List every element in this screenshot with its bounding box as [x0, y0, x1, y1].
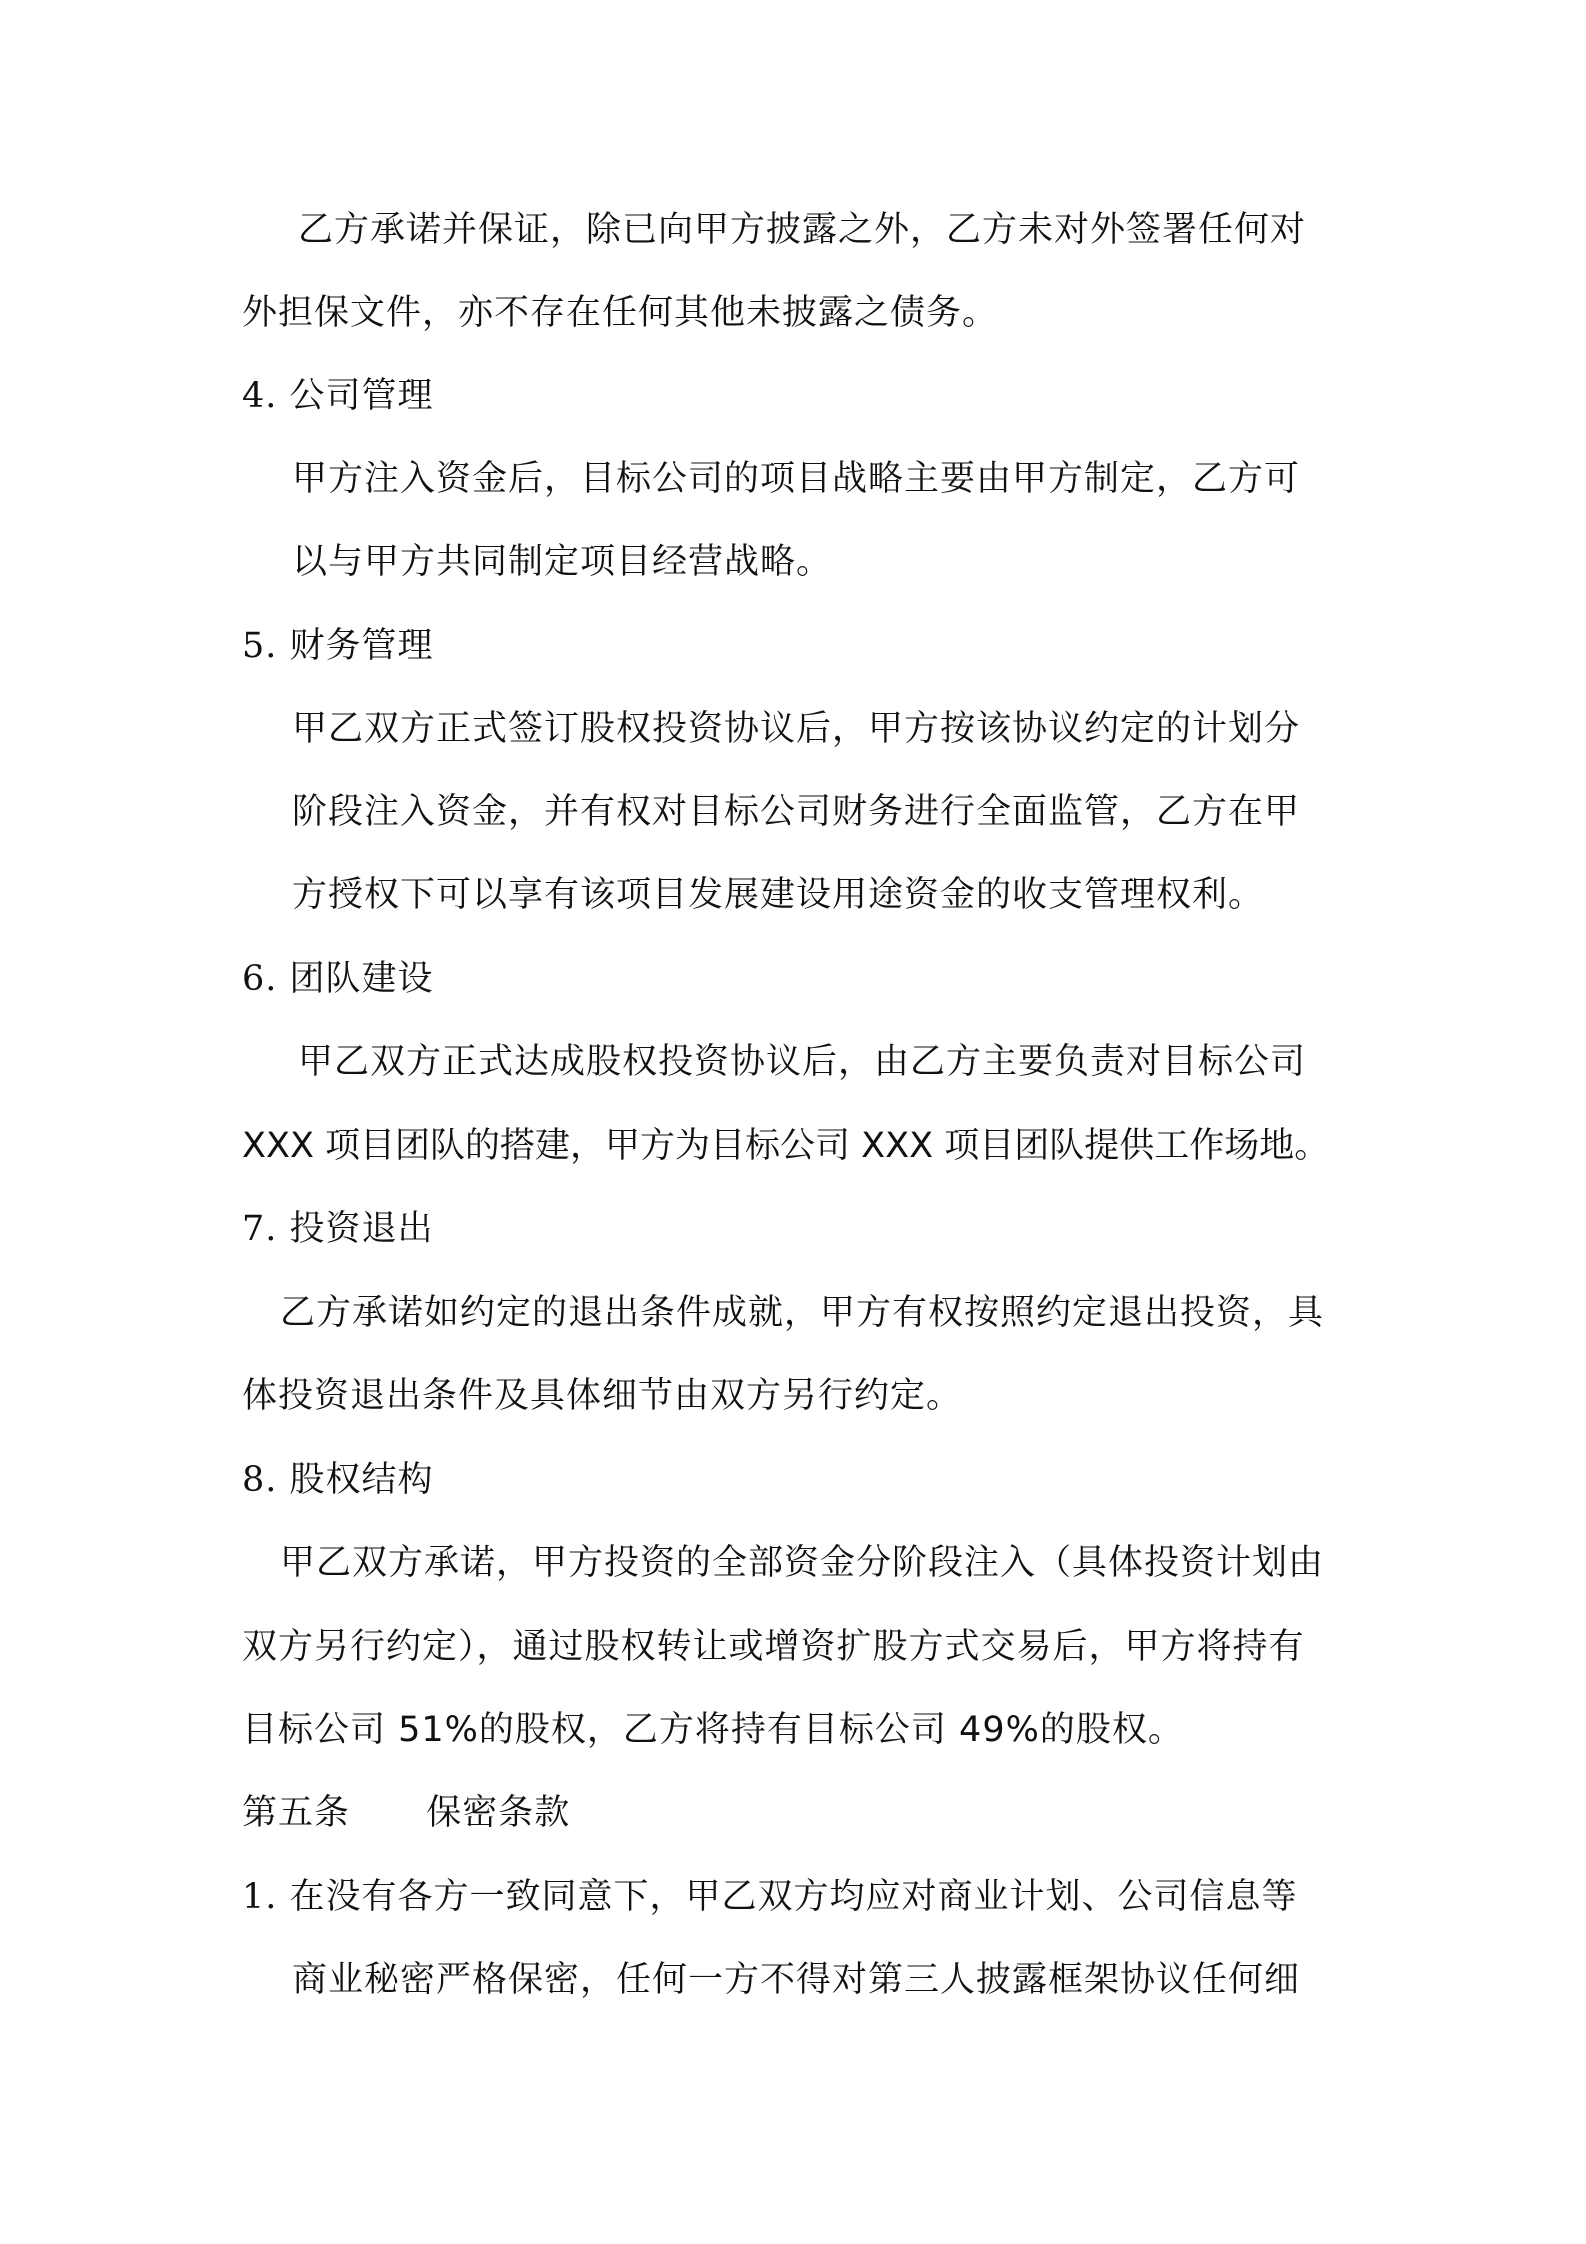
- section-7-heading: [242, 1207, 434, 1251]
- section-4-line-1: 甲方注入资金后，目标公司的项目战略主要由甲方制定，乙方可: [292, 459, 1301, 499]
- section-8-line-1: 甲乙双方承诺，甲方投资的全部资金分阶段注入（具体投资计划由: [280, 1543, 1325, 1583]
- section-4-title: 公司管理: [289, 376, 434, 416]
- guarantee-line-1: 乙方承诺并保证，除已向甲方披露之外，乙方未对外签署任何对: [298, 210, 1307, 250]
- section-5-line-1: 甲乙双方正式签订股权投资协议后，甲方按该协议约定的计划分: [292, 709, 1301, 749]
- section-7-line-2: 体投资退出条件及具体细节由双方另行约定。: [242, 1376, 963, 1416]
- clause-1-number: 1.: [242, 1877, 278, 1917]
- section-8-number: 8.: [242, 1460, 278, 1500]
- section-5-heading: [242, 624, 434, 668]
- clause-1-line-2: 商业秘密严格保密，任何一方不得对第三人披露框架协议任何细: [292, 1960, 1301, 2000]
- section-6-title: 团队建设: [289, 959, 434, 999]
- section-4-line-2: 以与甲方共同制定项目经营战略。: [292, 542, 833, 582]
- guarantee-line-2: 外担保文件，亦不存在任何其他未披露之债务。: [242, 293, 999, 333]
- section-7-number: 7.: [242, 1209, 278, 1249]
- section-5-line-3: 方授权下可以享有该项目发展建设用途资金的收支管理权利。: [292, 875, 1265, 915]
- section-4-number: 4.: [242, 376, 278, 416]
- section-5-number: 5.: [242, 626, 278, 666]
- section-6-line-2: XXX 项目团队的搭建，甲方为目标公司 XXX 项目团队提供工作场地。: [242, 1126, 1330, 1166]
- section-7-title: 投资退出: [289, 1209, 434, 1249]
- section-7-line-1: 乙方承诺如约定的退出条件成就，甲方有权按照约定退出投资，具: [280, 1293, 1325, 1333]
- section-4-heading: [242, 374, 434, 418]
- clause-1-text: 在没有各方一致同意下，甲乙双方均应对商业计划、公司信息等: [289, 1877, 1298, 1917]
- section-8-line-2: 双方另行约定），通过股权转让或增资扩股方式交易后，甲方将持有: [242, 1627, 1305, 1667]
- article-5-title: 保密条款: [426, 1793, 571, 1833]
- section-6-number: 6.: [242, 959, 278, 999]
- section-6-heading: [242, 957, 434, 1001]
- article-5-label: 第五条: [242, 1793, 351, 1833]
- article-5-heading: [242, 1791, 570, 1835]
- section-5-title: 财务管理: [289, 626, 434, 666]
- section-8-heading: [242, 1458, 434, 1502]
- section-5-line-2: 阶段注入资金，并有权对目标公司财务进行全面监管，乙方在甲: [292, 792, 1301, 832]
- section-6-line-1: 甲乙双方正式达成股权投资协议后，由乙方主要负责对目标公司: [298, 1042, 1307, 1082]
- clause-1-line-1: [242, 1875, 1298, 1919]
- section-8-line-3: 目标公司 51%的股权，乙方将持有目标公司 49%的股权。: [242, 1710, 1184, 1750]
- section-8-title: 股权结构: [289, 1460, 434, 1500]
